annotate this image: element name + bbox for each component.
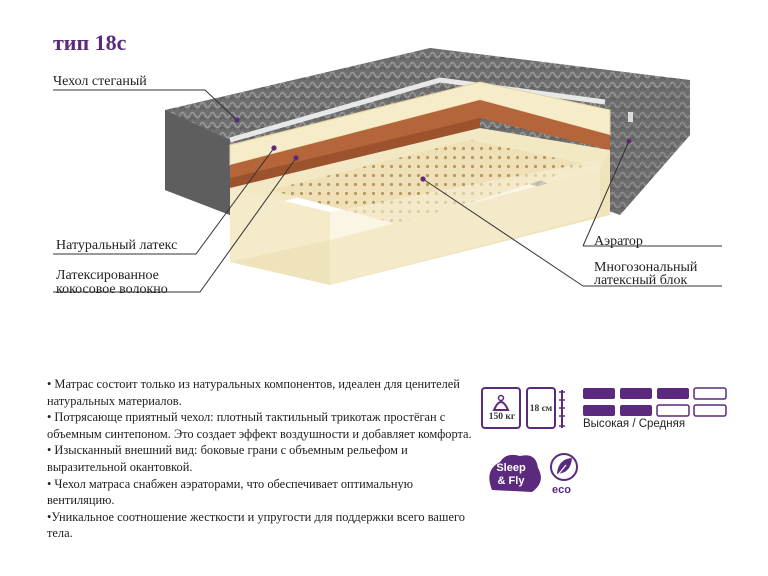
description-item: • Чехол матраса снабжен аэраторами, что обеспечивает оптимальную вентиляцию.: [47, 476, 414, 508]
firmness-bar: [583, 405, 615, 416]
description-item: • Матрас состоит только из натуральных компонентов, идеален для ценителей натуральных материалов.: [47, 377, 460, 408]
firmness-bar: [694, 405, 726, 416]
description-item: • Изысканный внешний вид: боковые грани с объемным рельефом и выразительной окантовкой.: [47, 443, 408, 474]
description-item: •Уникальное соотношение жесткости и упругости для поддержки всего вашего тела.: [47, 509, 465, 541]
product-description: [47, 376, 477, 542]
height-value: 18 см: [529, 404, 553, 414]
label-block-line2: латексный блок: [594, 273, 688, 288]
firmness-scale: [583, 388, 726, 416]
firmness-bar: [620, 388, 652, 399]
label-block-line1: Многозональный: [594, 260, 698, 275]
label-cover: Чехол стеганый: [53, 74, 147, 89]
firmness-bar: [657, 388, 689, 399]
label-latex: Натуральный латекс: [56, 238, 178, 253]
sleep-badge-line1: Sleep: [496, 462, 526, 474]
weight-value: 150 кг: [488, 412, 516, 422]
firmness-bar: [620, 405, 652, 416]
weight-capacity-icon: [482, 388, 520, 428]
eco-leaf-icon: [551, 454, 577, 480]
label-coir-line1: Латексированное: [56, 268, 159, 283]
label-coir-line2: кокосовое волокно: [56, 282, 168, 297]
firmness-bar: [694, 388, 726, 399]
description-item: • Потрясающе приятный чехол: плотный тактильный трикотаж простёган с объемным синтепоном. Это создает эффект воздушности и добавляет комфорта.: [47, 410, 472, 441]
firmness-bar: [583, 388, 615, 399]
page-title: тип 18с: [53, 30, 127, 55]
label-aerator: Аэратор: [594, 234, 643, 249]
sleep-badge-line2: & Fly: [497, 475, 525, 487]
eco-badge-label: eco: [552, 484, 571, 496]
firmness-bar: [657, 405, 689, 416]
firmness-label: Высокая / Средняя: [583, 418, 686, 430]
sleep-and-fly-badge: [486, 458, 536, 496]
